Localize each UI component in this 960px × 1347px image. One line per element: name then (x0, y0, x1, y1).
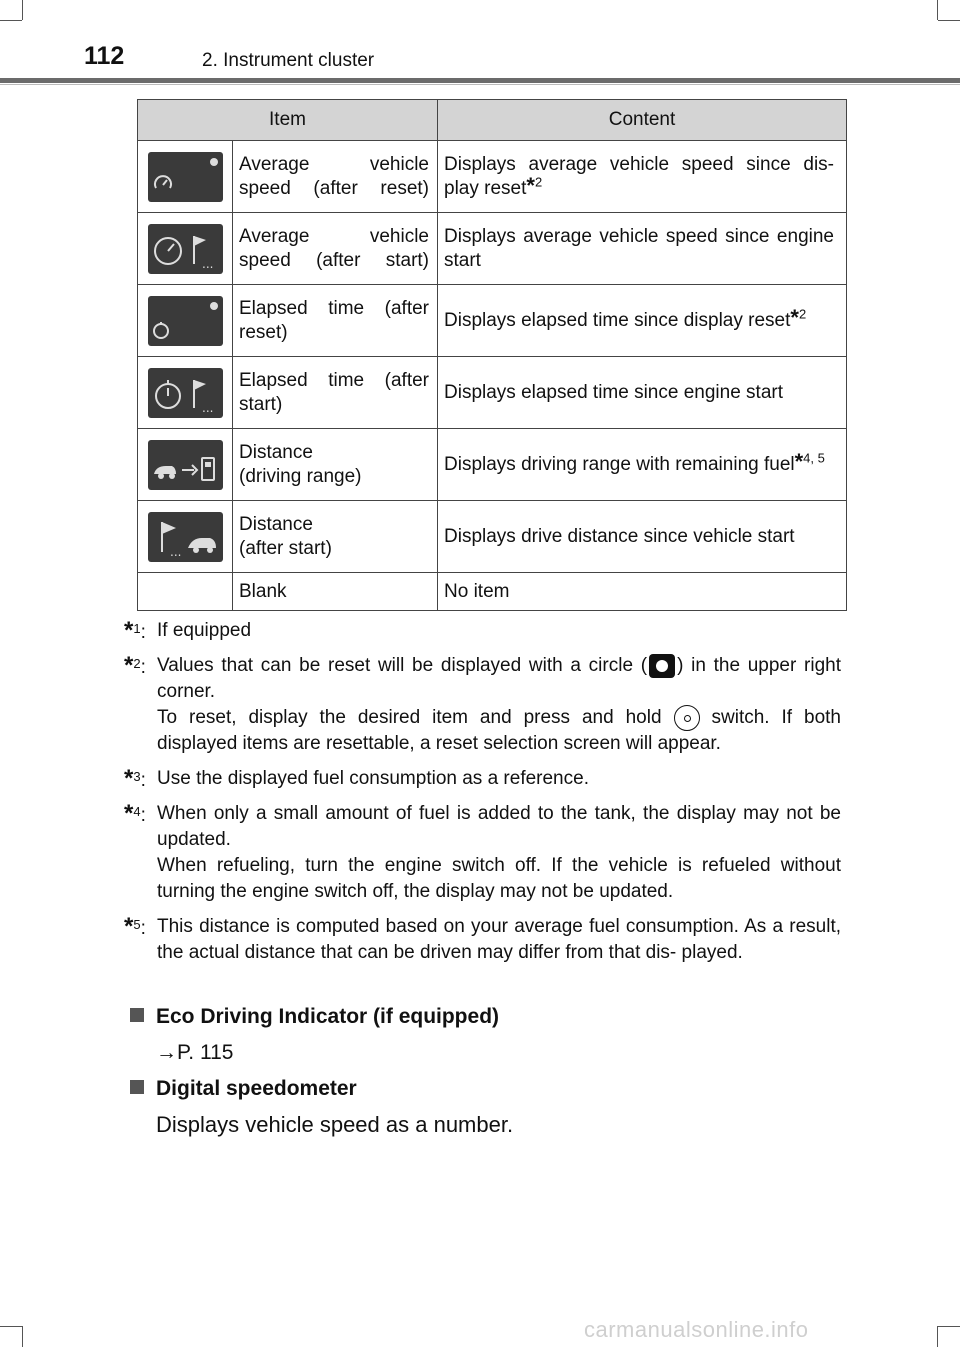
crop-mark (937, 1326, 938, 1347)
items-table (137, 99, 847, 611)
footnote: *$^1$: If equipped (124, 617, 252, 644)
item-name: Average vehicle speed (after start) (239, 225, 429, 271)
footnotes (124, 618, 841, 975)
footnote: *$^5$: This distance is computed based on your average fuel consumption. As a result, the actual distance that can be driven may differ from that dis- played. (124, 913, 841, 964)
header-content: Content (438, 100, 847, 141)
svg-text:...: ... (201, 256, 213, 271)
item-name: Distance (after start) (239, 513, 332, 559)
elapsed-time-start-icon (148, 368, 223, 418)
table-header-row (138, 100, 847, 141)
item-name: Distance (driving range) (239, 441, 362, 487)
square-bullet-icon (130, 1008, 144, 1022)
section-heading-speedometer: Digital speedometer (130, 1077, 357, 1101)
steering-switch-icon (674, 705, 700, 731)
table-row (138, 213, 847, 285)
footnote: *$^4$: When only a small amount of fuel is added to the tank, the display may not be updated. When refueling, turn the engine switch off. If the vehicle is refueled without turning the engine switch off, the display may not be updated. (124, 800, 841, 903)
crop-mark (0, 1326, 22, 1327)
item-name: Average vehicle speed (after reset) (239, 153, 429, 199)
page-header (0, 0, 960, 90)
item-content: Displays average vehicle speed since engine start (444, 225, 834, 271)
distance-start-icon (148, 512, 223, 562)
table-row (138, 501, 847, 573)
table-row (138, 573, 847, 611)
svg-text:...: ... (201, 400, 213, 415)
section-heading-eco: Eco Driving Indicator (if equipped) (130, 1005, 499, 1029)
avg-speed-start-icon (148, 224, 223, 274)
footnote: *$^2$: Values that can be reset will be displayed with a circle ( ) in the upper right corner. To reset, display the desired item and press and hold switch. If both displayed items are resettable, a reset selection screen will appear. (124, 652, 842, 755)
square-bullet-icon (130, 1080, 144, 1094)
header-rule (0, 78, 960, 83)
crop-mark (22, 1326, 23, 1347)
elapsed-time-reset-icon (148, 296, 223, 346)
watermark: carmanualsonline.info (584, 1317, 809, 1342)
page-reference-link[interactable]: →P. 115 (156, 1041, 234, 1064)
driving-range-icon (148, 440, 223, 490)
item-content: Displays drive distance since vehicle start (444, 525, 795, 547)
table-row (138, 429, 847, 501)
table-row (138, 357, 847, 429)
item-name: Elapsed time (after start) (239, 369, 429, 415)
item-content: Displays driving range with remaining fuel*$^{4, 5}$ (444, 448, 825, 475)
item-content: No item (444, 580, 510, 602)
item-content: Displays elapsed time since display reset*$^2$ (444, 304, 807, 331)
header-item: Item (138, 100, 438, 141)
page-number: 112 (84, 42, 125, 70)
item-name: Elapsed time (after reset) (239, 297, 429, 343)
reset-circle-icon (649, 654, 675, 678)
table-row (138, 141, 847, 213)
item-content: Displays average vehicle speed since dis- play reset*$^2$ (444, 153, 834, 199)
crop-mark (938, 1326, 960, 1327)
footnote: *$^3$: Use the displayed fuel consumption as a reference. (124, 765, 589, 793)
header-rule-thin (0, 84, 960, 85)
item-name: Blank (239, 580, 287, 602)
section-title: 2. Instrument cluster (202, 50, 375, 71)
table-row (138, 285, 847, 357)
section-body: Displays vehicle speed as a number. (156, 1112, 514, 1137)
avg-speed-reset-icon (148, 152, 223, 202)
svg-text:...: ... (169, 544, 181, 559)
item-content: Displays elapsed time since engine start (444, 381, 784, 403)
